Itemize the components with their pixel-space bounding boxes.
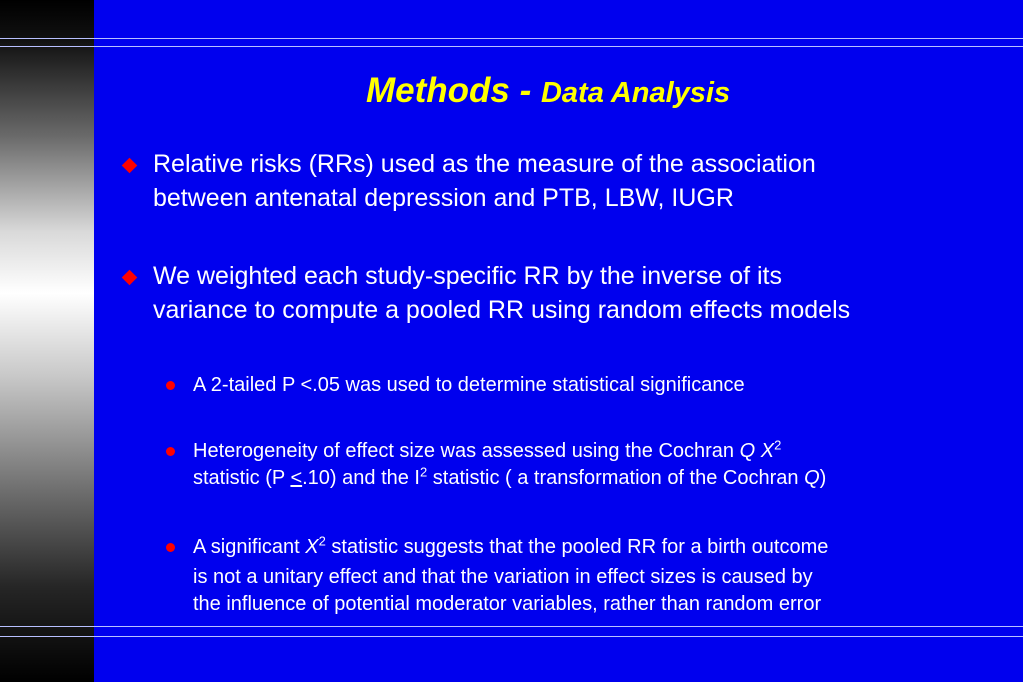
subbullet-2 <box>193 438 826 492</box>
text-run: statistic (P <box>193 467 291 489</box>
subbullet-1 <box>193 372 745 399</box>
italic-x: X <box>760 440 775 462</box>
italic-q: Q <box>739 440 756 462</box>
bullet-1-line-1: Relative risks (RRs) used as the measure of the association <box>153 150 816 178</box>
text-run: Heterogeneity of effect size was assessed using the Cochran <box>193 440 740 462</box>
dot-bullet-icon <box>166 381 175 390</box>
bullet-1 <box>153 147 816 215</box>
top-rule-2 <box>0 46 1023 47</box>
bottom-rule-1 <box>0 626 1023 627</box>
text-run: statistic ( a transformation of the Cochran <box>427 467 805 489</box>
dot-bullet-icon <box>166 543 175 552</box>
text-run: statistic suggests that the pooled RR for a birth outcome <box>325 536 829 558</box>
text-run: A significant <box>193 536 306 558</box>
text-run: .10) and the I <box>302 467 420 489</box>
superscript: 2 <box>318 533 326 549</box>
superscript: 2 <box>420 464 428 480</box>
diamond-bullet-icon <box>122 158 138 174</box>
bullet-2-line-2: variance to compute a pooled RR using random effects models <box>153 296 851 324</box>
bullet-2 <box>153 259 850 327</box>
subbullet-2-line-2 <box>193 465 826 492</box>
bullet-2-line-1: We weighted each study-specific RR by the inverse of its <box>153 262 782 290</box>
italic-q: Q <box>804 467 820 489</box>
underlined-lt: < <box>290 467 303 489</box>
title-main: Methods - <box>366 71 541 110</box>
bullet-1-line-2: between antenatal depression and PTB, LBW, IUGR <box>153 184 734 212</box>
gradient-sidebar <box>0 0 94 682</box>
subbullet-3-line-3: the influence of potential moderator variables, rather than random error <box>193 593 822 615</box>
title-sub: Data Analysis <box>540 77 731 109</box>
subbullet-3-line-1 <box>193 532 828 563</box>
subbullet-3 <box>193 532 828 617</box>
subbullet-3-line-2: is not a unitary effect and that the variation in effect sizes is caused by <box>193 566 813 588</box>
bottom-rule-2 <box>0 636 1023 637</box>
slide-title <box>366 71 730 111</box>
dot-bullet-icon <box>166 447 175 456</box>
subbullet-2-line-1 <box>193 438 826 465</box>
top-rule-1 <box>0 38 1023 39</box>
text-run: ) <box>819 467 827 489</box>
italic-x: X <box>305 536 319 558</box>
subbullet-1-text: A 2-tailed P <.05 was used to determine statistical significance <box>193 374 745 396</box>
diamond-bullet-icon <box>122 270 138 286</box>
superscript: 2 <box>774 437 782 453</box>
